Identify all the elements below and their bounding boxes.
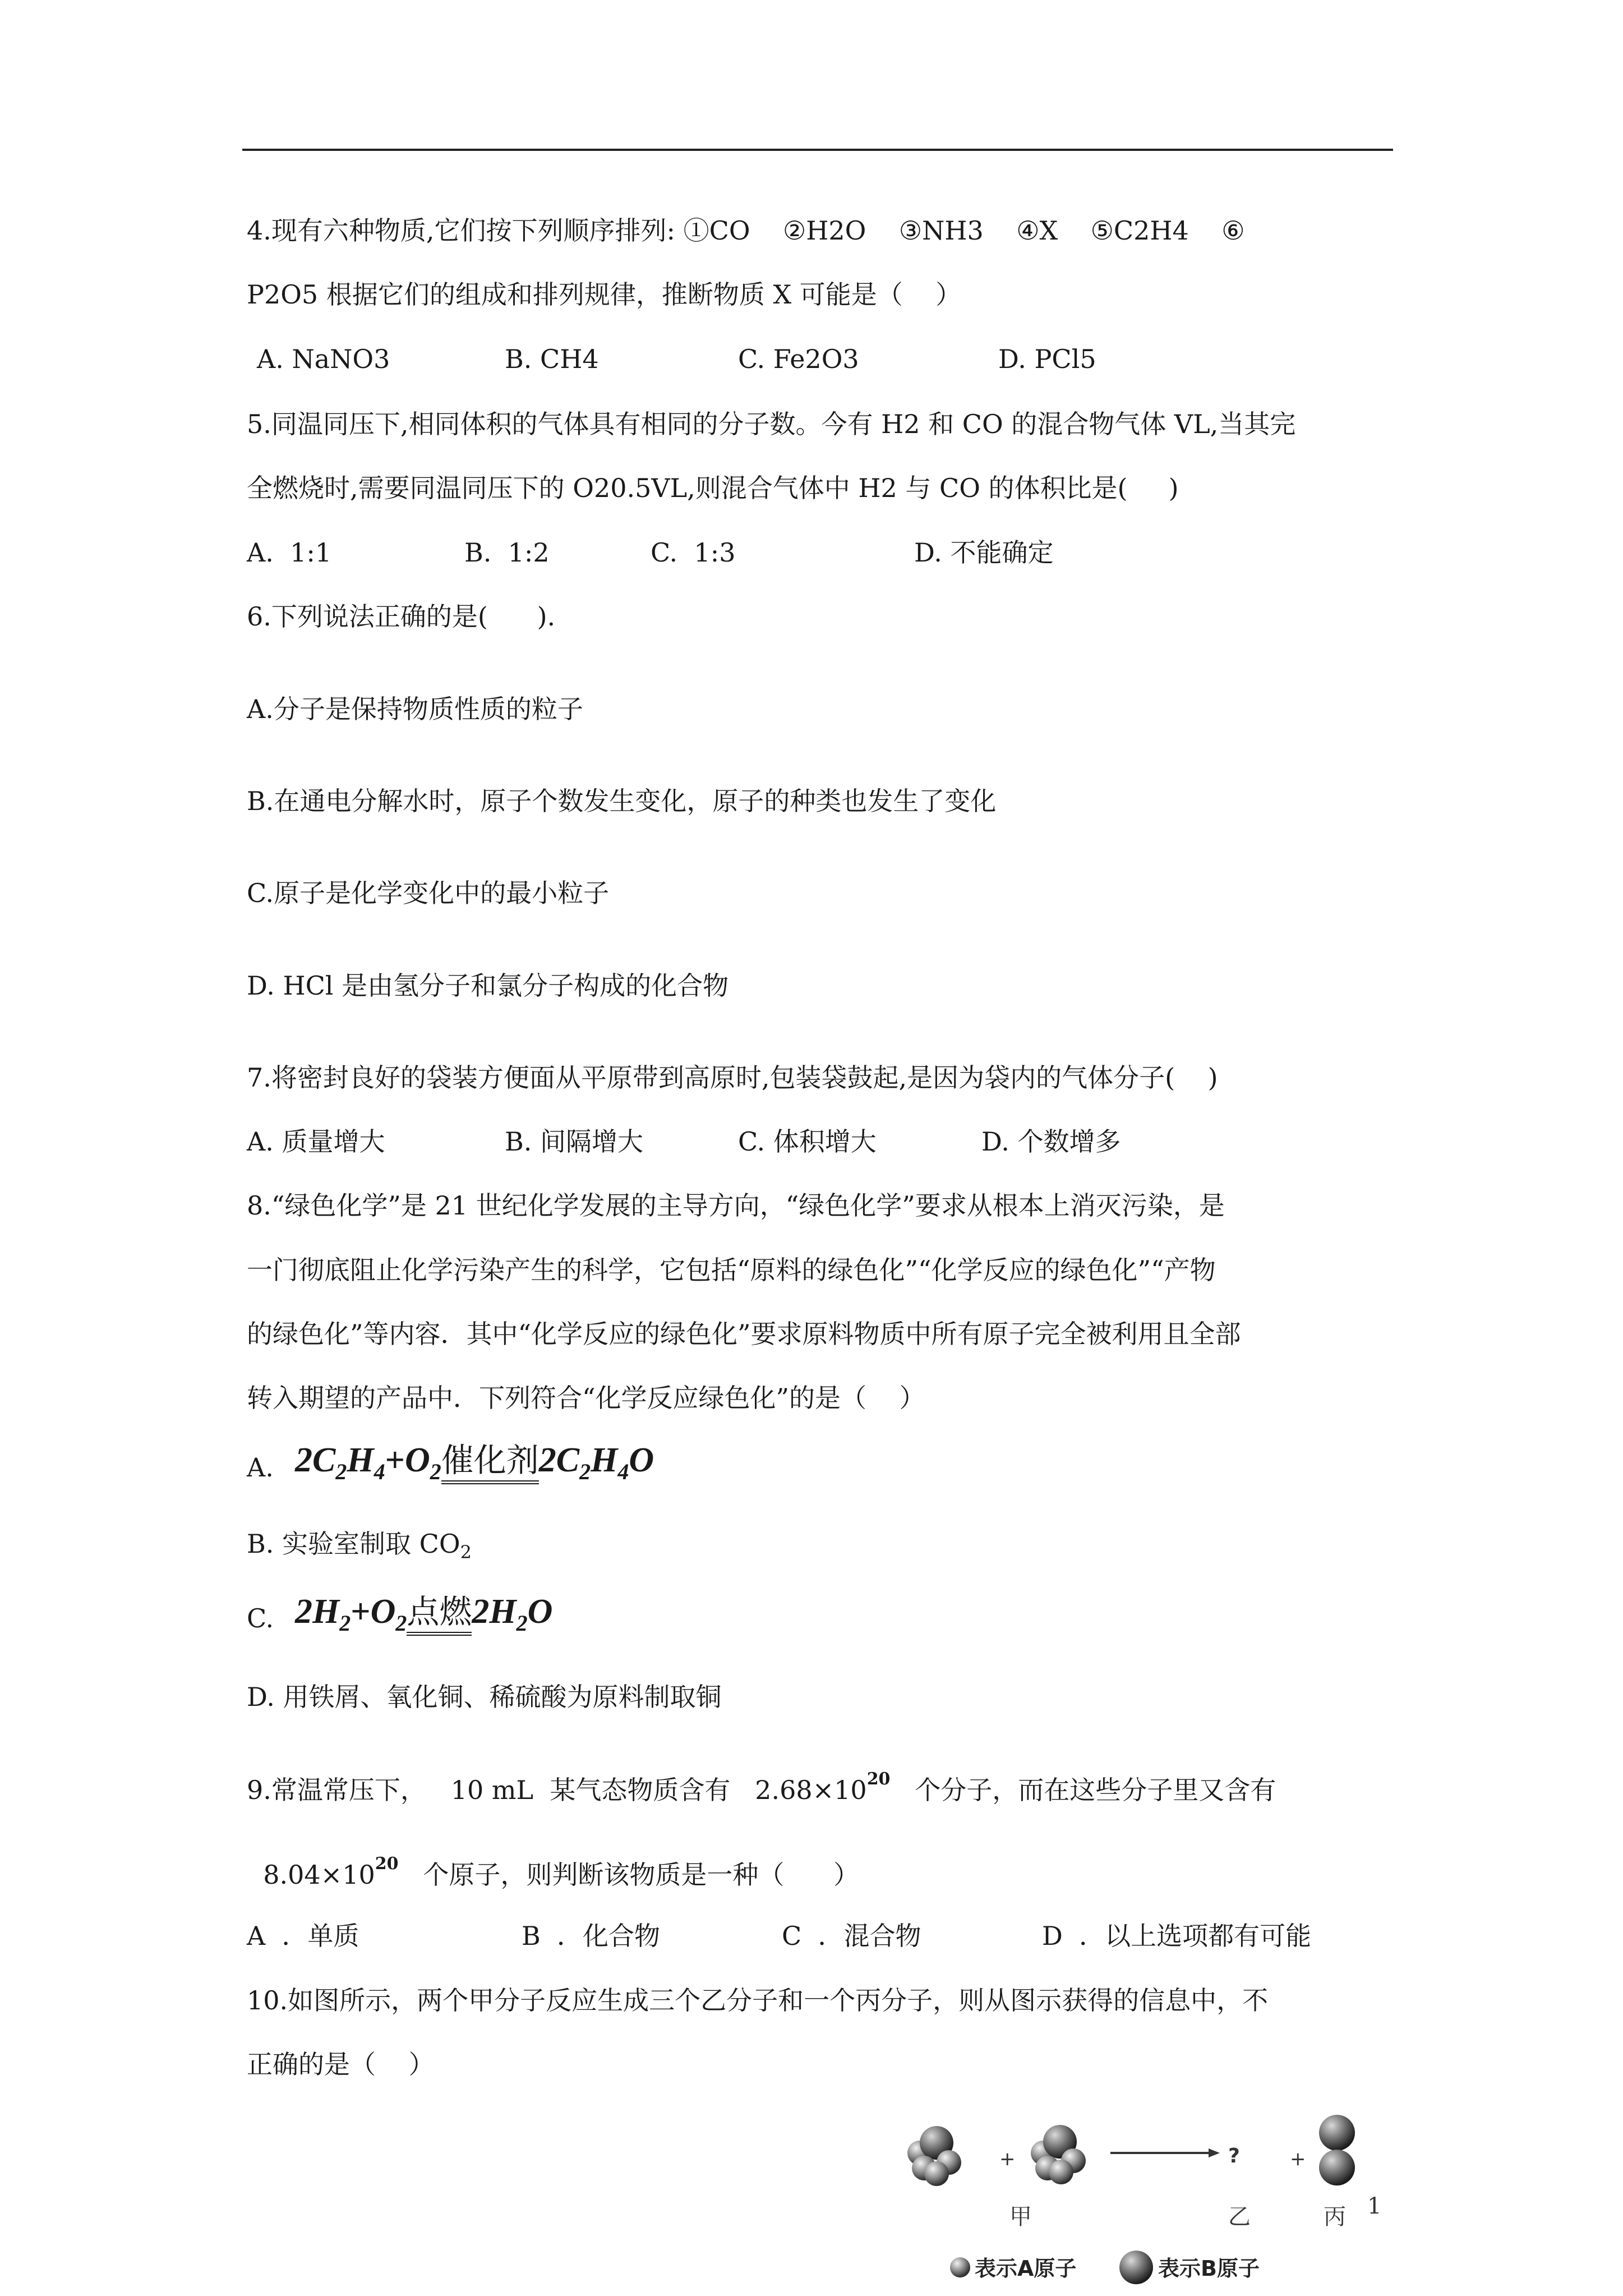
legend-atom-b-icon <box>1119 2251 1153 2284</box>
label-jia: 甲 <box>1009 2204 1032 2230</box>
q8-option-c-equation: $2H_2+O_2$点燃$2H_2O$ <box>295 1593 553 1636</box>
q8-stem-line4: 转入期望的产品中．下列符合“化学反应绿色化”的是（ ） <box>247 1383 925 1413</box>
plus-sign-1: + <box>999 2148 1016 2170</box>
q7-option-c: C. 体积增大 <box>738 1126 877 1157</box>
q7-option-b: B. 间隔增大 <box>505 1126 644 1157</box>
q4-option-d: D. PCl5 <box>998 344 1096 374</box>
q7-stem: 7.将密封良好的袋装方便面从平原带到高原时,包装袋鼓起,是因为袋内的气体分子( ) <box>247 1062 1218 1093</box>
label-bing: 丙 <box>1324 2204 1346 2230</box>
q8-option-a-equation: $2C_2H_4+O_2$催化剂$2C_2H_4O$ <box>295 1441 654 1484</box>
q9-stem-line2: $8.04\times 10^{20}$ 个原子，则判断该物质是一种（ ） <box>247 1854 860 1890</box>
q7-option-d: D. 个数增多 <box>981 1126 1121 1157</box>
q8-option-a-label: A. <box>247 1452 274 1483</box>
q10-stem-line1: 10.如图所示，两个甲分子反应生成三个乙分子和一个丙分子，则从图示获得的信息中，不 <box>247 1985 1269 2016</box>
q7-option-a: A. 质量增大 <box>247 1126 385 1157</box>
q5-option-c: C. 1:3 <box>651 537 736 568</box>
legend-a-label: 表示A原子 <box>975 2256 1077 2281</box>
q5-stem-line1: 5.同温同压下,相同体积的气体具有相同的分子数。今有 H2 和 CO 的混合物气体 VL,当其完 <box>247 409 1296 439</box>
q8-stem-line3: 的绿色化”等内容．其中“化学反应的绿色化”要求原料物质中所有原子完全被利用且全部 <box>247 1319 1241 1349</box>
reaction-diagram <box>897 2109 1402 2294</box>
q9-option-d: D ．以上选项都有可能 <box>1042 1921 1312 1951</box>
q6-option-c: C.原子是化学变化中的最小粒子 <box>247 878 610 908</box>
q6-option-a: A.分子是保持物质性质的粒子 <box>247 694 583 724</box>
q9-option-a: A ．单质 <box>247 1921 359 1951</box>
q4-stem-line1: 4.现有六种物质,它们按下列顺序排列: ①CO ②H2O ③NH3 ④X ⑤C2H4 ⑥ <box>247 215 1245 246</box>
legend-atom-a-icon <box>950 2257 970 2277</box>
q4-option-a: A. NaNO3 <box>257 344 390 374</box>
arrow-head-icon <box>1209 2148 1220 2157</box>
molecule-jia-2 <box>1031 2125 1086 2184</box>
q8-option-b: B. 实验室制取 $CO_2$ <box>247 1529 472 1563</box>
q5-stem-line2: 全燃烧时,需要同温同压下的 O20.5VL,则混合气体中 H2 与 CO 的体积比是( ) <box>247 473 1179 503</box>
q5-option-a: A. 1:1 <box>247 537 332 568</box>
q6-option-b: B.在通电分解水时，原子个数发生变化，原子的种类也发生了变化 <box>247 786 997 816</box>
molecule-jia-1 <box>907 2126 961 2186</box>
q4-option-c: C. Fe2O3 <box>738 344 859 374</box>
q6-option-d: D. HCl 是由氢分子和氯分子构成的化合物 <box>247 970 729 1001</box>
unknown-product: ? <box>1228 2145 1240 2168</box>
legend-b-label: 表示B原子 <box>1158 2256 1260 2281</box>
q9-option-b: B ．化合物 <box>522 1921 661 1951</box>
q10-stem-line2: 正确的是（ ） <box>247 2049 435 2079</box>
catalyst-condition: 催化剂 <box>441 1441 539 1484</box>
molecule-bing <box>1319 2115 1355 2185</box>
q5-option-d: D. 不能确定 <box>914 537 1054 568</box>
q9-option-c: C ．混合物 <box>782 1921 921 1951</box>
q8-option-c-label: C. <box>247 1603 274 1634</box>
page-number: 1 <box>1367 2193 1382 2219</box>
header-rule <box>242 149 1393 151</box>
q8-stem-line2: 一门彻底阻止化学污染产生的科学，它包括“原料的绿色化”“化学反应的绿色化”“产物 <box>247 1255 1216 1285</box>
q9-stem-line1: 9.常温常压下， 10 mL 某气态物质含有 $2.68\times 10^{20}$ 个分子，而在这些分子里又含有 <box>247 1769 1276 1805</box>
plus-sign-2: + <box>1290 2148 1306 2170</box>
q6-stem: 6.下列说法正确的是( ). <box>247 601 556 632</box>
ignite-condition: 点燃 <box>407 1593 472 1636</box>
q4-stem-line2: P2O5 根据它们的组成和排列规律，推断物质 X 可能是（ ） <box>247 279 962 310</box>
q8-stem-line1: 8.“绿色化学”是 21 世纪化学发展的主导方向，“绿色化学”要求从根本上消灭污染，是 <box>247 1190 1225 1221</box>
label-yi: 乙 <box>1228 2204 1251 2230</box>
q8-option-d: D. 用铁屑、氧化铜、稀硫酸为原料制取铜 <box>247 1682 722 1712</box>
q4-option-b: B. CH4 <box>505 344 599 374</box>
q5-option-b: B. 1:2 <box>464 537 550 568</box>
